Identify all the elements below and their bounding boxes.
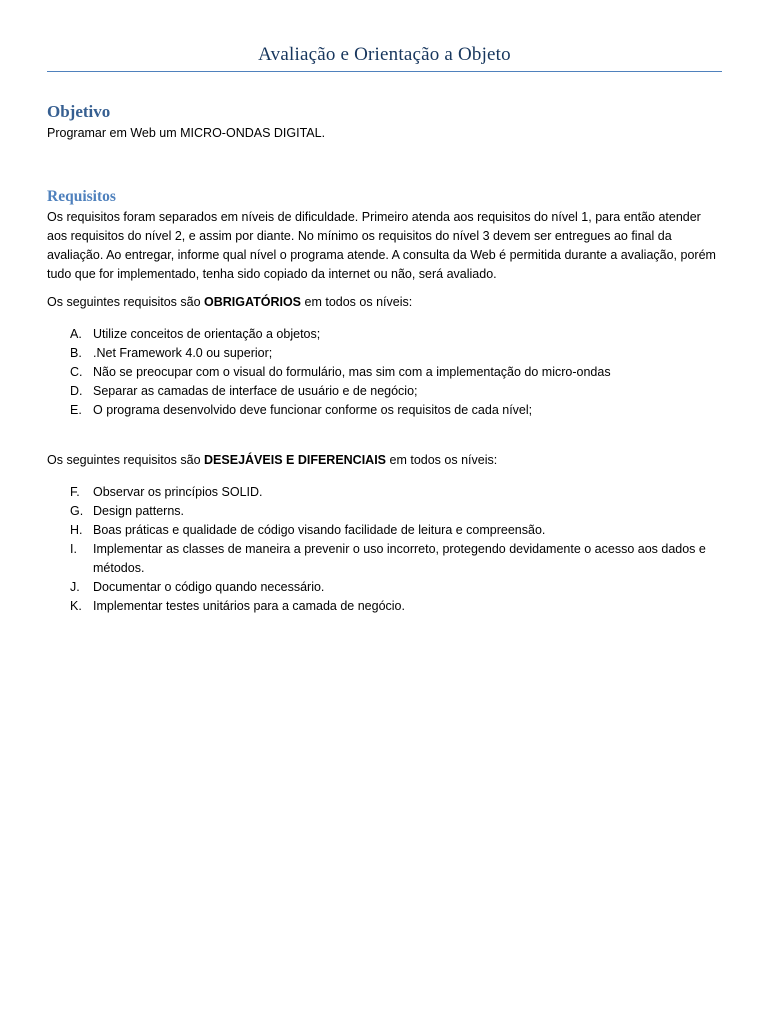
spacer bbox=[47, 284, 722, 293]
list-item-marker: G. bbox=[70, 504, 84, 518]
list-item-marker: H. bbox=[70, 523, 83, 537]
list-item-text: Boas práticas e qualidade de código visando facilidade de leitura e compreensão. bbox=[93, 523, 546, 537]
list-item-marker: B. bbox=[70, 346, 82, 360]
list-item bbox=[47, 502, 722, 521]
spacer bbox=[47, 470, 722, 483]
document-header-title: Avaliação e Orientação a Objeto bbox=[258, 44, 511, 65]
desirable-intro-after: em todos os níveis: bbox=[386, 453, 498, 467]
desirable-intro-paragraph bbox=[47, 451, 722, 470]
mandatory-intro-after: em todos os níveis: bbox=[301, 295, 413, 309]
list-item-marker: C. bbox=[70, 365, 83, 379]
list-item bbox=[47, 597, 722, 616]
list-item-text: Utilize conceitos de orientação a objetos; bbox=[93, 327, 321, 341]
list-item-text: Documentar o código quando necessário. bbox=[93, 580, 325, 594]
mandatory-intro-paragraph bbox=[47, 293, 722, 312]
objetivo-heading: Objetivo bbox=[47, 102, 111, 121]
list-item-marker: D. bbox=[70, 384, 83, 398]
list-item-text: Implementar testes unitários para a camada de negócio. bbox=[93, 599, 405, 613]
mandatory-intro-emphasis: OBRIGATÓRIOS bbox=[204, 295, 302, 309]
document-body bbox=[47, 100, 722, 616]
list-item-text: Separar as camadas de interface de usuário e de negócio; bbox=[93, 384, 418, 398]
desirable-requirements-list bbox=[47, 483, 722, 616]
desirable-intro-emphasis: DESEJÁVEIS E DIFERENCIAIS bbox=[204, 453, 387, 467]
list-item bbox=[47, 483, 722, 502]
list-item-text: Design patterns. bbox=[93, 504, 185, 518]
objetivo-text: Programar em Web um MICRO-ONDAS DIGITAL. bbox=[47, 126, 326, 140]
list-item-marker: I. bbox=[70, 542, 77, 556]
requisitos-heading: Requisitos bbox=[47, 188, 116, 205]
list-item-text: Não se preocupar com o visual do formulário, mas sim com a implementação do micro-ondas bbox=[93, 365, 611, 379]
list-item-marker: J. bbox=[70, 580, 80, 594]
list-item bbox=[47, 540, 722, 578]
list-item-text: .Net Framework 4.0 ou superior; bbox=[93, 346, 273, 360]
list-item bbox=[47, 521, 722, 540]
mandatory-intro-before: Os seguintes requisitos são bbox=[47, 295, 205, 309]
list-item-text: Observar os princípios SOLID. bbox=[93, 485, 263, 499]
list-item bbox=[47, 325, 722, 344]
list-item bbox=[47, 578, 722, 597]
list-item bbox=[47, 363, 722, 382]
list-item-marker: E. bbox=[70, 403, 82, 417]
list-item-text: O programa desenvolvido deve funcionar conforme os requisitos de cada nível; bbox=[93, 403, 533, 417]
spacer bbox=[47, 312, 722, 325]
list-item bbox=[47, 344, 722, 363]
list-item-marker: F. bbox=[70, 485, 80, 499]
list-item-marker: K. bbox=[70, 599, 82, 613]
mandatory-requirements-list bbox=[47, 325, 722, 420]
list-item-marker: A. bbox=[70, 327, 82, 341]
list-item bbox=[47, 382, 722, 401]
spacer bbox=[47, 143, 722, 186]
requisitos-intro-paragraph: Os requisitos foram separados em níveis de dificuldade. Primeiro atenda aos requisitos do nível 1, para então atender aos requisitos do nível 2, e assim por diante. No mínimo os requisitos do nível 3 devem ser entregues ao final da avaliação. Ao entregar, informe qual nível o programa atende. A consulta da Web é permitida durante a avaliação, porém tudo que for implementado, tenha sido copiado da internet ou não, será avaliado. bbox=[47, 210, 716, 281]
list-item bbox=[47, 401, 722, 420]
list-item-text: Implementar as classes de maneira a prevenir o uso incorreto, protegendo devidamente o acesso aos dados e métodos. bbox=[93, 542, 706, 575]
header-divider bbox=[47, 71, 722, 72]
spacer bbox=[47, 420, 722, 451]
desirable-intro-before: Os seguintes requisitos são bbox=[47, 453, 205, 467]
